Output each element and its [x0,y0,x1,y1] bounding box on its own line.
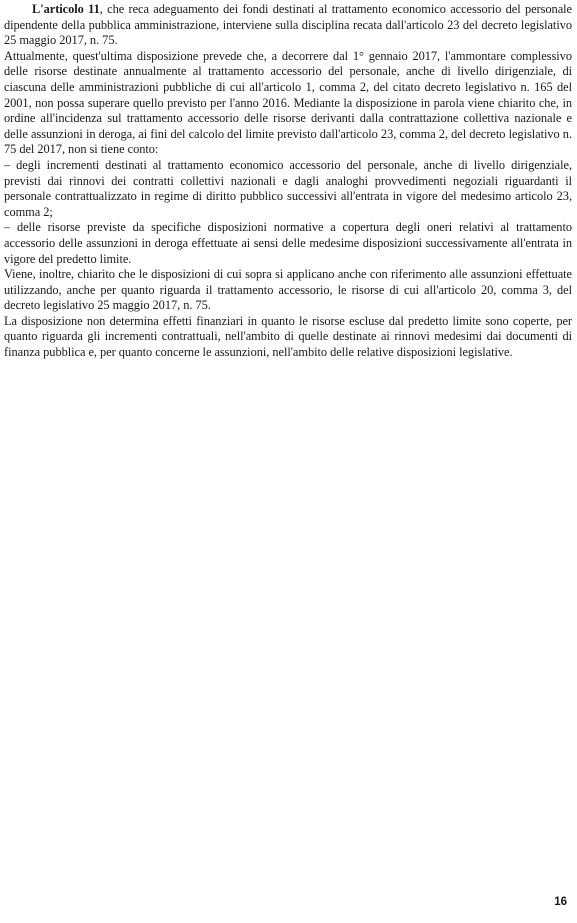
intro-paragraph [4,2,572,49]
paragraph-financial-effects: La disposizione non determina effetti finanziari in quanto le risorse escluse dal predetto limite sono coperte, per quanto riguarda gli incrementi contrattuali, nell'ambito di quelle destinate ai rinnovi medesimi dai documenti di finanza pubblica e, per quanto concerne le assunzioni, nell'ambito delle relative disposizioni legislative. [4,313,572,360]
article-reference: L'articolo 11 [32,2,100,16]
page-number: 16 [554,896,567,908]
document-page [4,2,572,361]
paragraph-clarification: Viene, inoltre, chiarito che le disposizioni di cui sopra si applicano anche con riferimento alle assunzioni effettuate utilizzando, anche per quanto riguarda il trattamento accessorio, le risorse di cui all'articolo 20, comma 3, del decreto legislativo 25 maggio 2017, n. 75. [4,267,572,313]
intro-text: , che reca adeguamento dei fondi destinati al trattamento economico accessorio del personale dipendente della pubblica amministrazione, interviene sulla disciplina recata dall'articolo 23 del decreto legislativo 25 maggio 2017, n. 75. [4,2,572,48]
list-item-contract-increments: – degli incrementi destinati al trattamento economico accessorio del personale, anche di livello dirigenziale, previsti dai rinnovi dei contratti collettivi nazionali e dagli analoghi provvedimenti negoziali riguardanti il personale contrattualizzato in regime di diritto pubblico successivi all'entrata in vigore del medesimo articolo 23, comma 2; [4,157,572,219]
paragraph-current-rule: Attualmente, quest'ultima disposizione prevede che, a decorrere dal 1° gennaio 2017, l'ammontare complessivo delle risorse destinate annualmente al trattamento accessorio del personale, anche di livello dirigenziale, di ciascuna delle amministrazioni pubbliche di cui all'articolo 1, comma 2, del citato decreto legislativo n. 165 del 2001, non possa superare quello previsto per l'anno 2016. Mediante la disposizione in parola viene chiarito che, in ordine all'incidenza sul trattamento accessorio delle risorse derivanti dalla contrattazione collettiva nazionale e delle assunzioni in deroga, ai fini del calcolo del limite previsto dall'articolo 23, comma 2, del decreto legislativo n. 75 del 2017, non si tiene conto: [4,48,572,157]
list-item-derogation-resources: – delle risorse previste da specifiche disposizioni normative a copertura degli oneri relativi al trattamento accessorio delle assunzioni in deroga effettuate ai sensi delle medesime disposizioni successivamente all'entrata in vigore del predetto limite. [4,220,572,266]
